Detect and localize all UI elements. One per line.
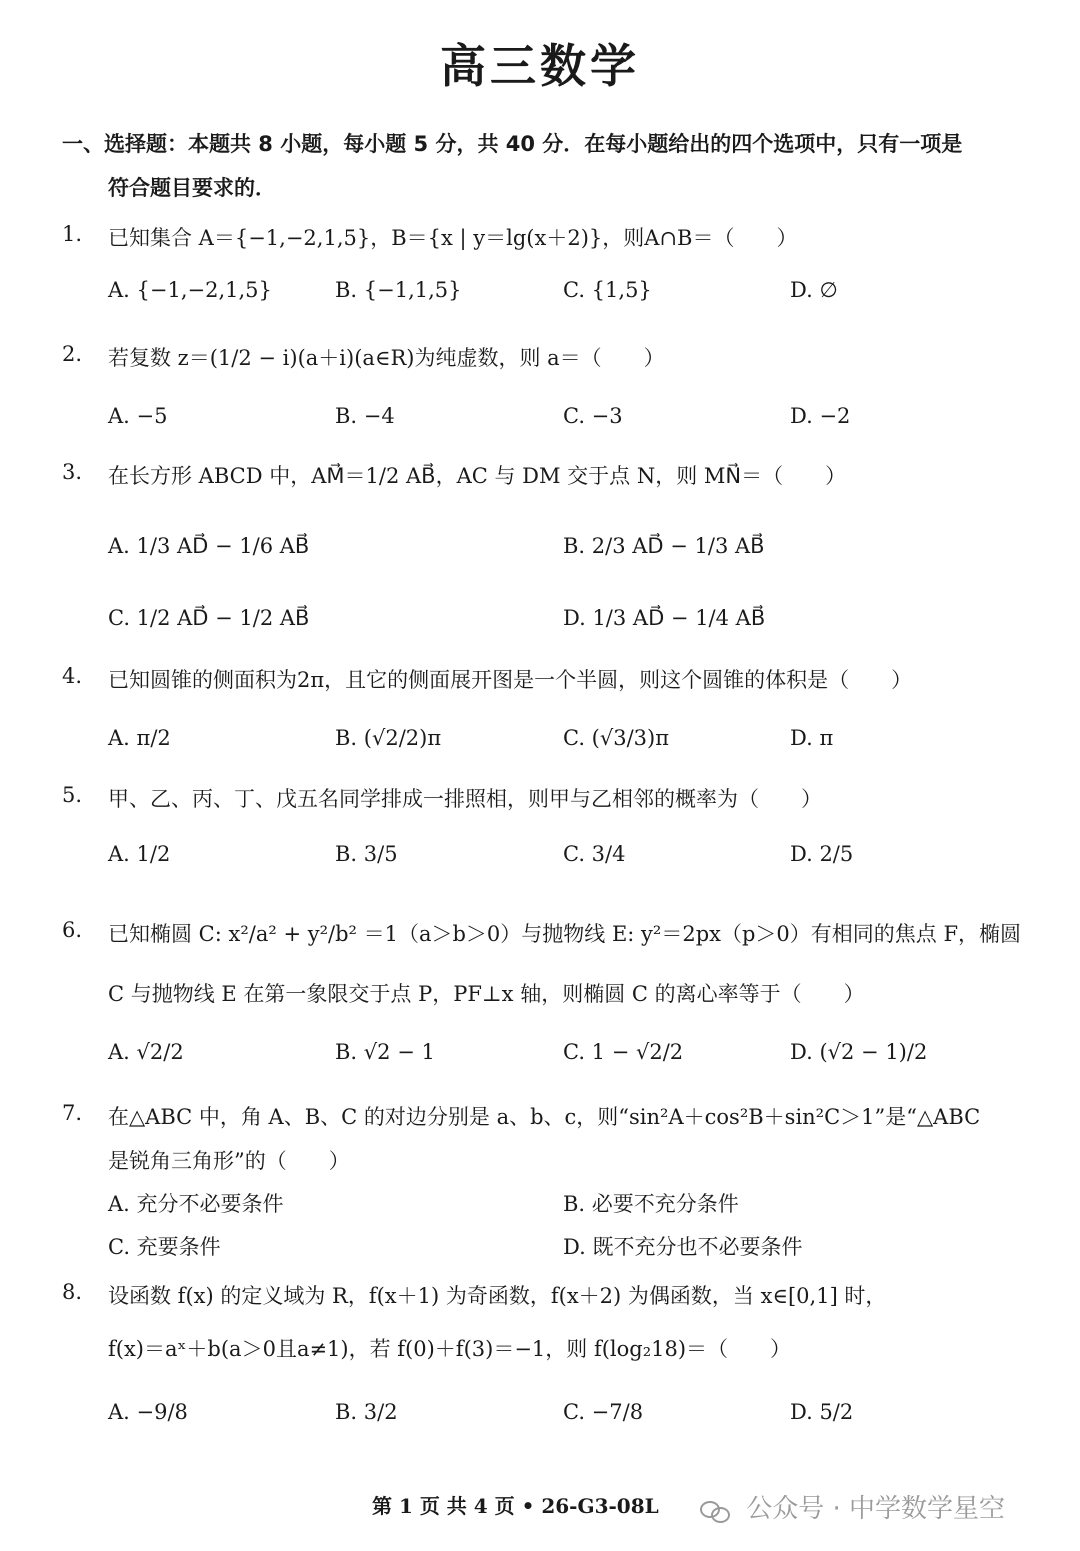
question-number: 6. — [62, 918, 83, 942]
question-number: 5. — [62, 783, 83, 807]
question-3-text: 在长方形 ABCD 中，AM⃗＝1/2 AB⃗，AC 与 DM 交于点 N，则 MN⃗＝（ ） — [108, 464, 847, 488]
q2-option-c: C. −3 — [563, 404, 623, 428]
q7-option-d: D. 既不充分也不必要条件 — [563, 1235, 803, 1259]
q4-option-b: B. (√2/2)π — [335, 726, 442, 750]
q1-option-c: C. {1,5} — [563, 278, 652, 302]
section-heading-line1: 一、选择题：本题共 8 小题，每小题 5 分，共 40 分．在每小题给出的四个选项中，只有一项是 — [62, 132, 963, 156]
q5-option-a: A. 1/2 — [108, 842, 171, 866]
q1-option-d: D. ∅ — [790, 278, 838, 302]
q3-option-c: C. 1/2 AD⃗ − 1/2 AB⃗ — [108, 606, 310, 630]
q6-option-d: D. (√2 − 1)/2 — [790, 1040, 928, 1064]
q6-option-c: C. 1 − √2/2 — [563, 1040, 684, 1064]
question-number: 7. — [62, 1101, 83, 1125]
page-title: 高三数学 — [440, 39, 640, 93]
q4-option-a: A. π/2 — [108, 726, 171, 750]
q7-option-a: A. 充分不必要条件 — [108, 1192, 284, 1216]
question-number: 1. — [62, 222, 83, 246]
wechat-icon — [700, 1499, 730, 1521]
q5-option-d: D. 2/5 — [790, 842, 854, 866]
question-7-text-line1: 在△ABC 中，角 A、B、C 的对边分别是 a、b、c，则“sin²A＋cos²B＋sin²C＞1”是“△ABC — [108, 1105, 981, 1129]
question-1-text: 已知集合 A＝{−1,−2,1,5}，B＝{x | y＝lg(x＋2)}，则A∩B＝（ ） — [108, 226, 798, 250]
page-number: 第 1 页 共 4 页 • 26-G3-08L — [372, 1494, 659, 1518]
q8-option-c: C. −7/8 — [563, 1400, 644, 1424]
q3-option-d: D. 1/3 AD⃗ − 1/4 AB⃗ — [563, 606, 766, 630]
q2-option-d: D. −2 — [790, 404, 851, 428]
q2-option-a: A. −5 — [108, 404, 168, 428]
question-2-text: 若复数 z＝(1/2 − i)(a＋i)(a∈R)为纯虚数，则 a＝（ ） — [108, 346, 665, 370]
question-4-text: 已知圆锥的侧面积为2π，且它的侧面展开图是一个半圆，则这个圆锥的体积是（ ） — [108, 668, 913, 692]
question-5-text: 甲、乙、丙、丁、戊五名同学排成一排照相，则甲与乙相邻的概率为（ ） — [108, 787, 822, 811]
question-8-text-line2: f(x)＝aˣ＋b(a＞0且a≠1)，若 f(0)＋f(3)＝−1，则 f(log₂18)＝（ ） — [108, 1337, 792, 1361]
watermark-text: 公众号 · 中学数学星空 — [746, 1494, 1006, 1524]
question-number: 8. — [62, 1280, 83, 1304]
question-8-text-line1: 设函数 f(x) 的定义域为 R，f(x＋1) 为奇函数，f(x＋2) 为偶函数，当 x∈[0,1] 时， — [108, 1284, 887, 1308]
q2-option-b: B. −4 — [335, 404, 395, 428]
question-6-text-line1: 已知椭圆 C: x²/a² + y²/b² ＝1（a＞b＞0）与抛物线 E: y²＝2px（p＞0）有相同的焦点 F，椭圆 — [108, 922, 1022, 946]
q4-option-c: C. (√3/3)π — [563, 726, 670, 750]
watermark — [700, 1488, 1005, 1525]
q3-option-a: A. 1/3 AD⃗ − 1/6 AB⃗ — [108, 534, 310, 558]
q8-option-a: A. −9/8 — [108, 1400, 188, 1424]
q8-option-b: B. 3/2 — [335, 1400, 398, 1424]
question-number: 4. — [62, 664, 83, 688]
q7-option-c: C. 充要条件 — [108, 1235, 221, 1259]
q1-option-b: B. {−1,1,5} — [335, 278, 462, 302]
section-heading-line2: 符合题目要求的． — [108, 176, 276, 200]
q7-option-b: B. 必要不充分条件 — [563, 1192, 739, 1216]
q4-option-d: D. π — [790, 726, 834, 750]
q5-option-c: C. 3/4 — [563, 842, 626, 866]
q8-option-d: D. 5/2 — [790, 1400, 854, 1424]
q6-option-b: B. √2 − 1 — [335, 1040, 435, 1064]
q1-option-a: A. {−1,−2,1,5} — [108, 278, 272, 302]
question-number: 2. — [62, 342, 83, 366]
question-6-text-line2: C 与抛物线 E 在第一象限交于点 P，PF⊥x 轴，则椭圆 C 的离心率等于（ ） — [108, 982, 865, 1006]
question-number: 3. — [62, 460, 83, 484]
q6-option-a: A. √2/2 — [108, 1040, 184, 1064]
question-7-text-line2: 是锐角三角形”的（ ） — [108, 1149, 350, 1173]
q3-option-b: B. 2/3 AD⃗ − 1/3 AB⃗ — [563, 534, 765, 558]
q5-option-b: B. 3/5 — [335, 842, 398, 866]
